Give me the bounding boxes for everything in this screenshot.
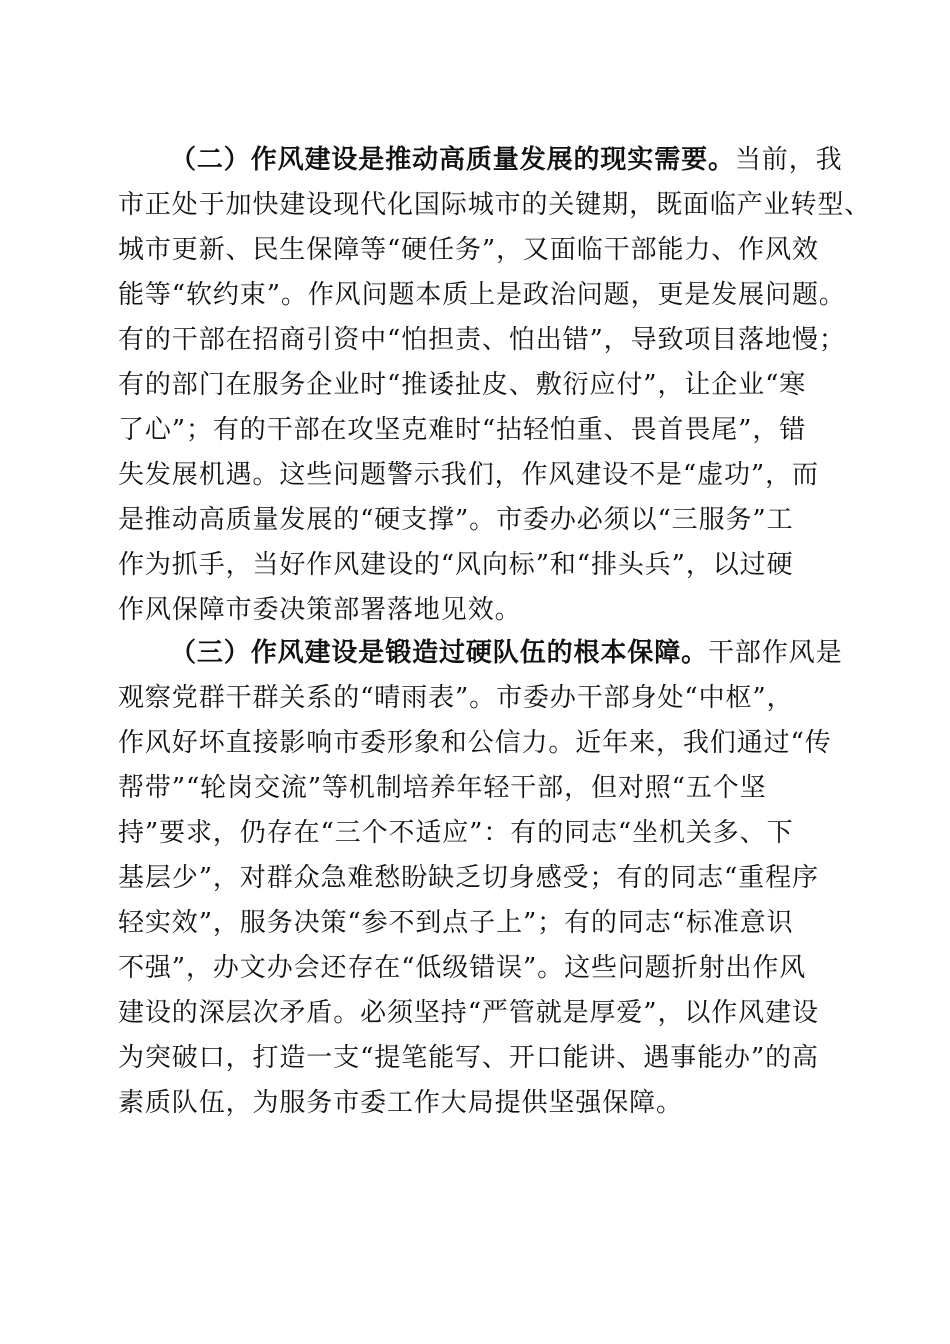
line-text: 干部作风是 [708,638,843,668]
paragraph-line: 作风好坏直接影响市委形象和公信力。近年来，我们通过“传 [118,728,832,758]
paragraph-line: 素质队伍，为服务市委工作大局提供坚强保障。 [118,1088,683,1118]
paragraph-line: 有的干部在招商引资中“怕担责、怕出错”，导致项目落地慢； [118,325,846,355]
section-heading: （二）作风建设是推动高质量发展的现实需要。 [170,145,735,175]
paragraph-line: 有的部门在服务企业时“推诿扯皮、敷衍应付”，让企业“寒 [118,370,807,400]
paragraph-line: 能等“软约束”。作风问题本质上是政治问题，更是发展问题。 [118,280,846,310]
paragraph-line: 不强”，办文办会还存在“低级错误”。这些问题折射出作风 [118,953,807,983]
paragraph-line [170,138,843,183]
section-heading: （三）作风建设是锻造过硬队伍的根本保障。 [170,638,709,668]
paragraph-line: 了心”；有的干部在攻坚克难时“拈轻怕重、畏首畏尾”，错 [118,415,807,445]
paragraph-line [170,631,843,676]
paragraph-line: 观察党群干群关系的“晴雨表”。市委办干部身处“中枢”， [118,683,794,713]
paragraph-line: 建设的深层次矛盾。必须坚持“严管就是厚爱”，以作风建设 [118,998,819,1028]
paragraph-line: 失发展机遇。这些问题警示我们，作风建设不是“虚功”，而 [118,460,819,490]
paragraph-line: 轻实效”，服务决策“参不到点子上”；有的同志“标准意识 [118,908,794,938]
paragraph-line: 作风保障市委决策部署落地见效。 [118,595,522,625]
paragraph-line: 为突破口，打造一支“提笔能写、开口能讲、遇事能办”的高 [118,1043,819,1073]
paragraph-line: 帮带”“轮岗交流”等机制培养年轻干部，但对照“五个坚 [118,773,767,803]
paragraph-line: 是推动高质量发展的“硬支撑”。市委办必须以“三服务”工 [118,505,794,535]
paragraph-line: 作为抓手，当好作风建设的“风向标”和“排头兵”，以过硬 [118,550,794,580]
paragraph-line: 持”要求，仍存在“三个不适应”：有的同志“坐机关多、下 [118,818,794,848]
line-text: 当前，我 [734,145,843,175]
paragraph-line: 基层少”，对群众急难愁盼缺乏切身感受；有的同志“重程序 [118,863,819,893]
paragraph-line: 市正处于加快建设现代化国际城市的关键期，既面临产业转型、 [118,190,872,220]
paragraph-line: 城市更新、民生保障等“硬任务”，又面临干部能力、作风效 [118,235,819,265]
